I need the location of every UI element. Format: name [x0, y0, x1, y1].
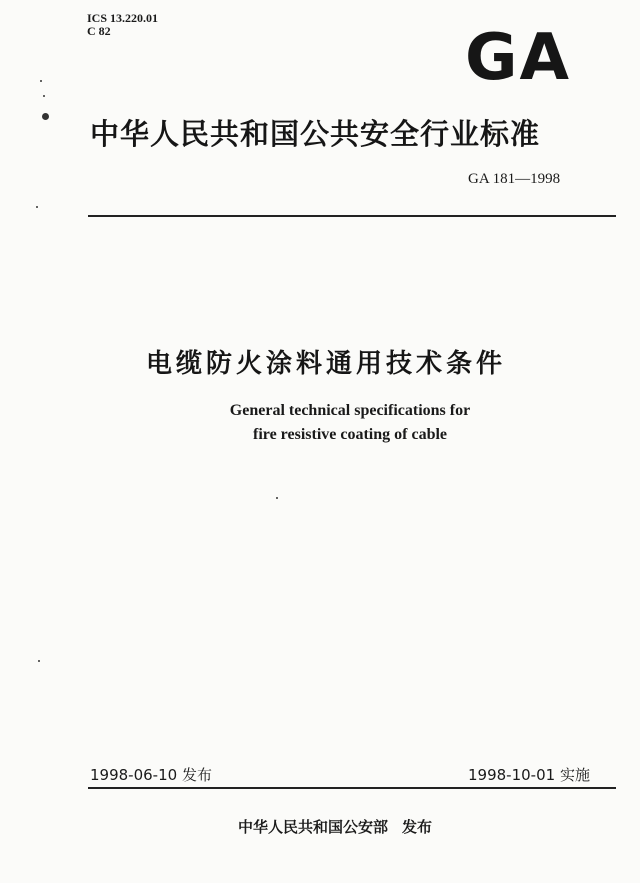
standard-number: GA 181—1998: [468, 171, 561, 187]
scan-speck: [36, 206, 38, 208]
english-title-line-1: General technical specifications for: [229, 402, 471, 419]
ccs-code: C 82: [87, 24, 111, 38]
ga-logo: GA: [465, 21, 572, 95]
document-title-chinese: 电缆防火涂料通用技术条件: [146, 349, 507, 379]
issuer-action: 发布: [402, 818, 433, 836]
ics-code: ICS 13.220.01: [87, 11, 159, 25]
issue-date: 1998-06-10 发布: [90, 766, 212, 784]
issuer-line: [238, 816, 432, 837]
scan-speck: [38, 660, 40, 662]
bottom-divider: [88, 787, 616, 789]
scan-speck: [42, 113, 49, 120]
english-title-line-2: fire resistive coating of cable: [252, 426, 448, 443]
issuer-name: 中华人民共和国公安部: [238, 818, 389, 836]
scan-speck: [43, 95, 45, 97]
scan-speck: [40, 80, 42, 82]
top-divider: [88, 215, 616, 217]
document-title-english: [150, 399, 550, 447]
implementation-date: 1998-10-01 实施: [468, 766, 590, 784]
scan-speck: [276, 497, 278, 499]
classification-codes: [87, 12, 158, 38]
organization-title: 中华人民共和国公共安全行业标准: [90, 117, 541, 151]
